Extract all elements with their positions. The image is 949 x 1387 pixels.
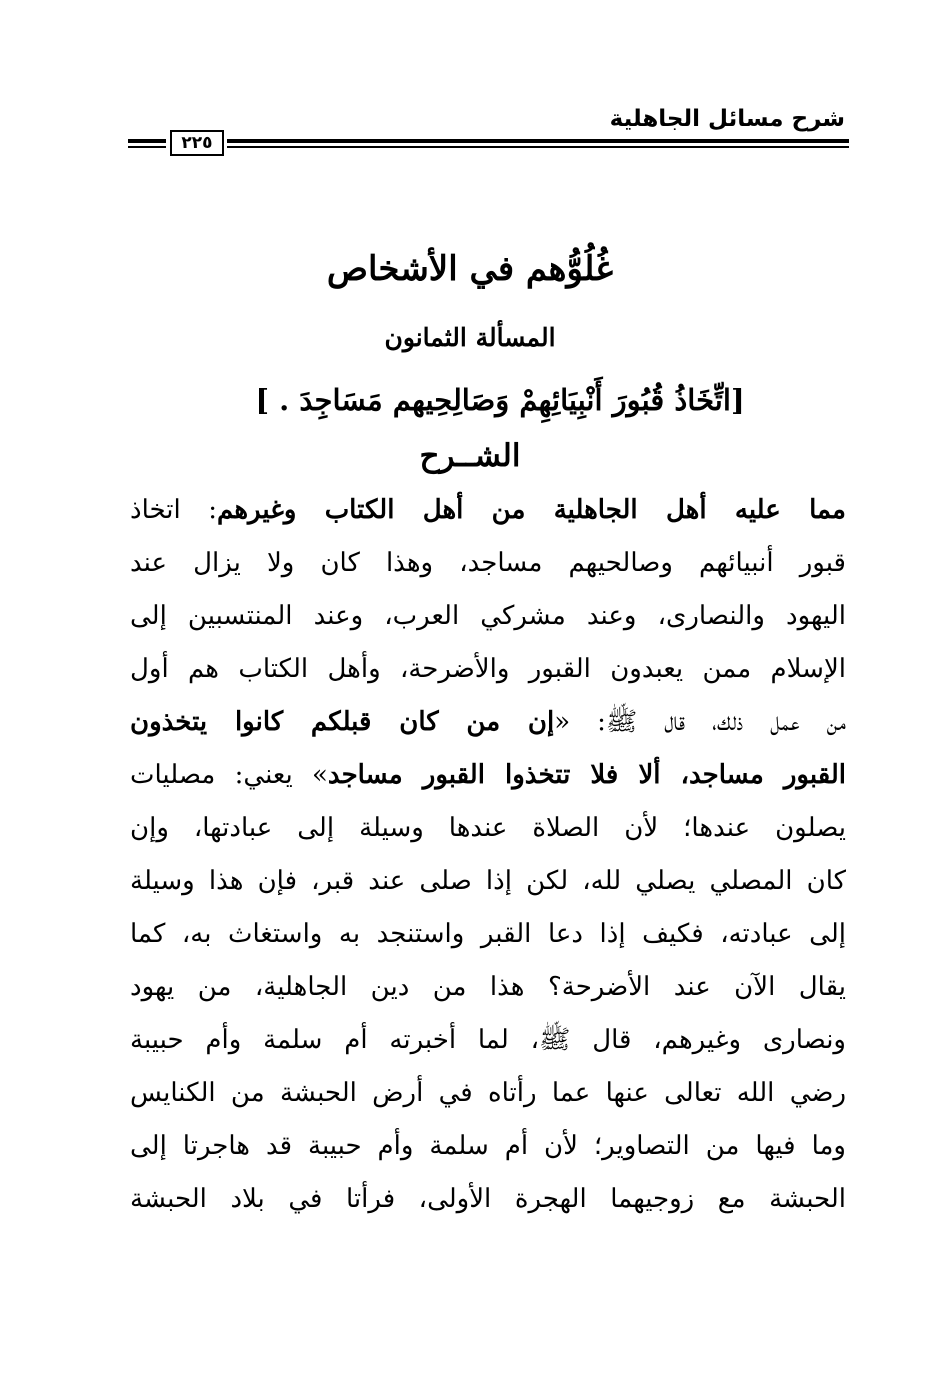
hadith-text: القبور مساجد، ألا فلا تتخذوا القبور مساجد: [327, 760, 846, 790]
text-run: الإسلام ممن يعبدون القبور والأضرحة، وأهل الكتاب هم أول: [130, 654, 846, 684]
matn-text: [اتِّخَاذُ قُبُورَ أَنْبِيَائِهِمْ وَصَالِحِيهم مَسَاجِدَ . ]: [255, 383, 745, 417]
text-run: » يعني: مصليات: [130, 760, 328, 790]
text-run: رضي الله تعالى عنها عما رأتاه في أرض الحبشة من الكنايس: [130, 1078, 846, 1108]
header-rule-end: [128, 139, 166, 148]
chapter-title: غُلُوُّهم في الأشخاص: [326, 249, 614, 289]
body-line: [130, 855, 846, 908]
running-title: شرح مسائل الجاهلية: [609, 106, 845, 132]
sharh-heading: الشــرح: [419, 438, 521, 474]
body-line: [130, 1014, 846, 1067]
body-text: [130, 484, 846, 1226]
text-run: : اتخاذ: [130, 495, 218, 525]
body-line: [130, 1120, 846, 1173]
body-line: [130, 537, 846, 590]
text-run: قبور أنبيائهم وصالحيهم مساجد، وهذا كان ولا يزال عند: [130, 548, 846, 578]
body-line: [130, 696, 846, 749]
text-run: يقال الآن عند الأضرحة؟ هذا من دين الجاهلية، من يهود: [130, 972, 846, 1002]
body-line: [130, 802, 846, 855]
text-run: اليهود والنصارى، وعند مشركي العرب، وعند المنتسبين إلى: [130, 601, 846, 631]
body-line: [130, 484, 846, 537]
text-run: وما فيها من التصاوير؛ لأن أم سلمة وأم حبيبة قد هاجرتا إلى: [130, 1131, 846, 1161]
body-line: [130, 749, 846, 802]
body-line: [130, 1067, 846, 1120]
body-line: [130, 590, 846, 643]
bold-phrase: مما عليه أهل الجاهلية من أهل الكتاب وغيرهم: [217, 495, 846, 525]
body-line: [130, 1173, 846, 1226]
text-run: ونصارى وغيرهم، قال ﷺ، لما أخبرته أم سلمة وأم حبيبة: [130, 1025, 846, 1055]
body-line: [130, 643, 846, 696]
page-number: ٢٢٥: [170, 130, 224, 156]
text-run: إلى عبادته، فكيف إذا دعا القبر واستنجد به واستغاث به، كما: [130, 919, 846, 949]
issue-heading: المسألة الثمانون: [384, 323, 556, 352]
text-run: كان المصلي يصلي لله، لكن إذا صلى عند قبر، فإن هذا وسيلة: [130, 866, 846, 896]
body-line: [130, 908, 846, 961]
text-run: الحبشة مع زوجيهما الهجرة الأولى، فرأتا في بلاد الحبشة: [130, 1184, 846, 1214]
hadith-text: إن من كان قبلكم كانوا يتخذون: [130, 707, 555, 737]
text-run: يصلون عندها؛ لأن الصلاة عندها وسيلة إلى عبادتها، وإن: [130, 813, 846, 843]
header-rule: [227, 139, 849, 148]
body-line: [130, 961, 846, 1014]
text-run: من عمل ذلك، قال ﷺ: «: [554, 707, 846, 737]
